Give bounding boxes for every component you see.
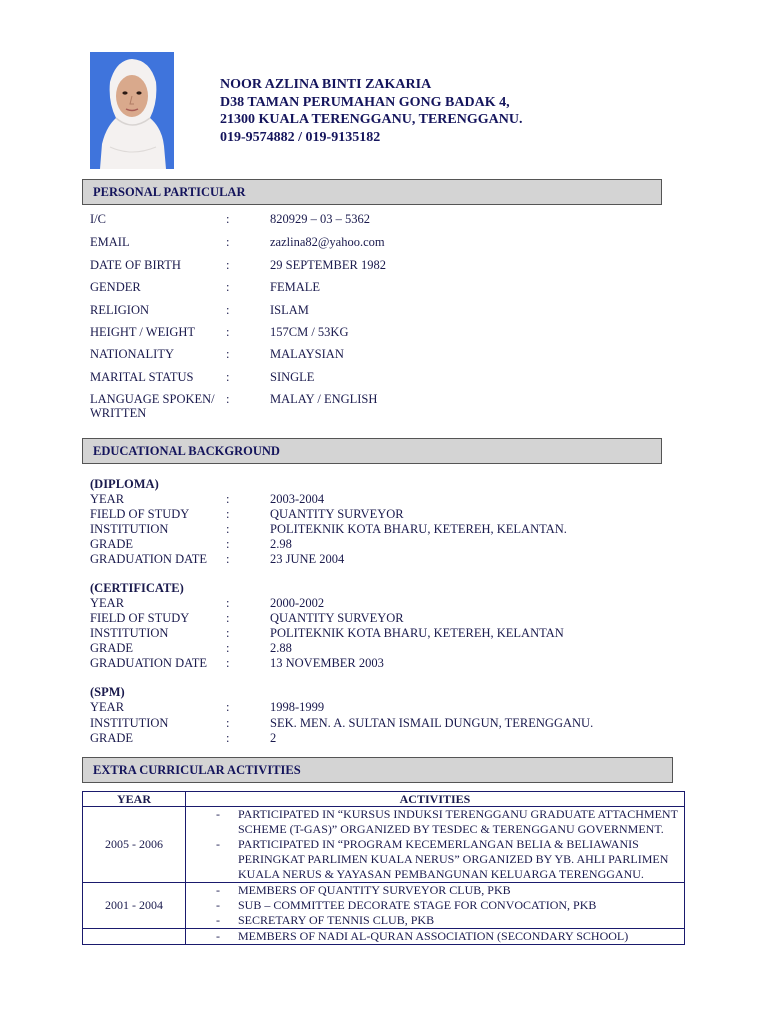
field-label: INSTITUTION — [90, 716, 169, 730]
field-value: 2 — [270, 731, 277, 745]
colon-separator: : — [226, 303, 230, 317]
colon-separator: : — [226, 596, 230, 610]
field-value: FEMALE — [270, 280, 320, 294]
dash-bullet: - — [216, 837, 220, 851]
activities-table — [82, 791, 685, 945]
field-label: FIELD OF STUDY — [90, 507, 190, 521]
colon-separator: : — [226, 280, 230, 294]
activity-item — [186, 929, 684, 944]
colon-separator: : — [226, 492, 230, 506]
field-value: MALAYSIAN — [270, 347, 344, 361]
field-value: 2000-2002 — [270, 596, 325, 610]
colon-separator: : — [226, 347, 230, 361]
field-label: HEIGHT / WEIGHT — [90, 325, 196, 339]
field-value: zazlina82@yahoo.com — [270, 235, 385, 249]
year-cell — [83, 929, 186, 945]
activities-cell — [186, 929, 685, 945]
dash-bullet: - — [216, 807, 220, 821]
field-value: 157CM / 53KG — [270, 325, 349, 339]
column-header-activities: ACTIVITIES — [186, 792, 685, 807]
field-value: SEK. MEN. A. SULTAN ISMAIL DUNGUN, TERENGGANU. — [270, 716, 594, 730]
field-label: YEAR — [90, 492, 125, 506]
colon-separator: : — [226, 522, 230, 536]
certificate-heading: (CERTIFICATE) — [90, 581, 184, 595]
field-label: GENDER — [90, 280, 141, 294]
field-value: 23 JUNE 2004 — [270, 552, 345, 566]
field-label: LANGUAGE SPOKEN/ — [90, 392, 215, 406]
table-row — [83, 807, 685, 883]
field-value: MALAY / ENGLISH — [270, 392, 378, 406]
table-row — [83, 929, 685, 945]
activities-cell — [186, 883, 685, 929]
contact-header — [220, 76, 522, 146]
field-label: I/C — [90, 212, 106, 226]
activities-cell — [186, 807, 685, 883]
colon-separator: : — [226, 537, 230, 551]
year-cell: 2005 - 2006 — [83, 807, 186, 883]
colon-separator: : — [226, 656, 230, 670]
field-label: GRADE — [90, 641, 134, 655]
field-value: POLITEKNIK KOTA BHARU, KETEREH, KELANTAN — [270, 626, 564, 640]
section-personal-particular: PERSONAL PARTICULAR — [82, 179, 662, 205]
field-value: 2.88 — [270, 641, 292, 655]
colon-separator: : — [226, 641, 230, 655]
field-label: GRADUATION DATE — [90, 552, 208, 566]
dash-bullet: - — [216, 898, 220, 912]
portrait-photo — [90, 52, 174, 169]
dash-bullet: - — [216, 913, 220, 927]
field-label-continued: WRITTEN — [90, 406, 147, 420]
applicant-name: NOOR AZLINA BINTI ZAKARIA — [220, 77, 432, 92]
field-label: RELIGION — [90, 303, 150, 317]
field-value: 2.98 — [270, 537, 292, 551]
colon-separator: : — [226, 700, 230, 714]
colon-separator: : — [226, 258, 230, 272]
colon-separator: : — [226, 235, 230, 249]
colon-separator: : — [226, 716, 230, 730]
field-label: INSTITUTION — [90, 522, 169, 536]
field-value: 13 NOVEMBER 2003 — [270, 656, 384, 670]
colon-separator: : — [226, 552, 230, 566]
dash-bullet: - — [216, 883, 220, 897]
field-label: EMAIL — [90, 235, 130, 249]
activity-text: SUB – COMMITTEE DECORATE STAGE FOR CONVOCATION, PKB — [238, 898, 597, 912]
field-value: 29 SEPTEMBER 1982 — [270, 258, 386, 272]
field-label: MARITAL STATUS — [90, 370, 194, 384]
field-label: NATIONALITY — [90, 347, 175, 361]
field-value: POLITEKNIK KOTA BHARU, KETEREH, KELANTAN. — [270, 522, 567, 536]
colon-separator: : — [226, 626, 230, 640]
field-value: 2003-2004 — [270, 492, 325, 506]
dash-bullet: - — [216, 929, 220, 943]
activity-text: MEMBERS OF QUANTITY SURVEYOR CLUB, PKB — [238, 883, 511, 897]
field-label: FIELD OF STUDY — [90, 611, 190, 625]
field-label: GRADE — [90, 537, 134, 551]
section-educational-background: EDUCATIONAL BACKGROUND — [82, 438, 662, 464]
activity-item — [186, 883, 684, 898]
field-label: GRADE — [90, 731, 134, 745]
activity-text: PARTICIPATED IN “PROGRAM KECEMERLANGAN BELIA & BELIAWANIS PERINGKAT PARLIMEN KUALA NERUS” ORGANIZED BY YB. AHLI PARLIMEN KUALA NERUS & YAYASAN PEMBANGUNAN KELUARGA TERENGGANU. — [238, 837, 669, 881]
activity-item — [186, 913, 684, 928]
field-label: DATE OF BIRTH — [90, 258, 181, 272]
field-value: 820929 – 03 – 5362 — [270, 212, 370, 226]
column-header-year: YEAR — [83, 792, 186, 807]
colon-separator: : — [226, 731, 230, 745]
table-row — [83, 883, 685, 929]
address-line-1: D38 TAMAN PERUMAHAN GONG BADAK 4, — [220, 94, 510, 110]
field-label: YEAR — [90, 596, 125, 610]
spm-heading: (SPM) — [90, 685, 125, 699]
table-header-row — [83, 792, 685, 807]
activity-text: SECRETARY OF TENNIS CLUB, PKB — [238, 913, 435, 927]
address-line-2: 21300 KUALA TERENGGANU, TERENGGANU. — [220, 112, 523, 127]
section-extra-curricular: EXTRA CURRICULAR ACTIVITIES — [82, 757, 673, 783]
field-value: QUANTITY SURVEYOR — [270, 611, 404, 625]
year-cell: 2001 - 2004 — [83, 883, 186, 929]
activity-item — [186, 898, 684, 913]
diploma-heading: (DIPLOMA) — [90, 477, 159, 491]
colon-separator: : — [226, 325, 230, 339]
phone-numbers: 019-9574882 / 019-9135182 — [220, 129, 381, 145]
field-label: YEAR — [90, 700, 125, 714]
colon-separator: : — [226, 507, 230, 521]
activity-item — [186, 807, 684, 837]
colon-separator: : — [226, 370, 230, 384]
colon-separator: : — [226, 392, 230, 406]
activity-text: MEMBERS OF NADI AL-QURAN ASSOCIATION (SECONDARY SCHOOL) — [238, 929, 629, 943]
colon-separator: : — [226, 212, 230, 226]
activity-text: PARTICIPATED IN “KURSUS INDUKSI TERENGGANU GRADUATE ATTACHMENT SCHEME (T-GAS)” ORGANIZED BY TESDEC & TERENGGANU GOVERNMENT. — [238, 807, 678, 836]
field-value: ISLAM — [270, 303, 309, 317]
field-value: QUANTITY SURVEYOR — [270, 507, 404, 521]
activity-item — [186, 837, 684, 882]
colon-separator: : — [226, 611, 230, 625]
field-label: INSTITUTION — [90, 626, 169, 640]
field-value: 1998-1999 — [270, 700, 325, 714]
field-label: GRADUATION DATE — [90, 656, 208, 670]
field-value: SINGLE — [270, 370, 315, 384]
